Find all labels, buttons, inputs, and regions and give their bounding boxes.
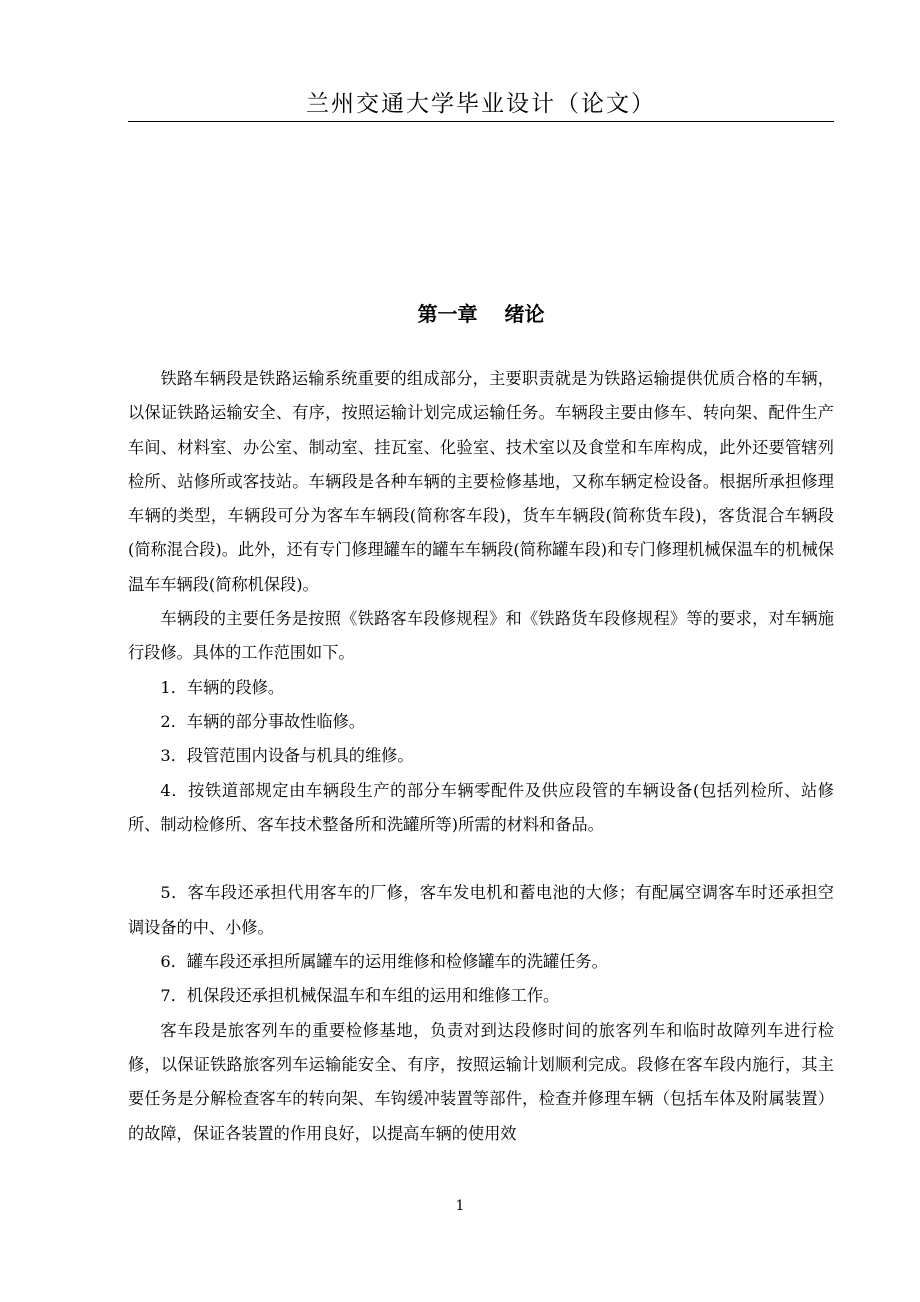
blank-line	[128, 842, 834, 876]
paragraph-intro: 铁路车辆段是铁路运输系统重要的组成部分，主要职责就是为铁路运输提供优质合格的车辆，以保证铁路运输安全、有序，按照运输计划完成运输任务。车辆段主要由修车、转向架、配件生产车间、材料室、办公室、制动室、挂瓦室、化验室、技术室以及食堂和车库构成，此外还要管辖列检所、站修所或客技站。车辆段是各种车辆的主要检修基地，又称车辆定检设备。根据所承担修理车辆的类型，车辆段可分为客车车辆段(简称客车段)，货车车辆段(简称货车段)，客货混合车辆段(简称混合段)。此外，还有专门修理罐车的罐车车辆段(简称罐车段)和专门修理机械保温车的机械保温车车辆段(简称机保段)。	[128, 369, 834, 594]
list-item-5: 5．客车段还承担代用客车的厂修，客车发电机和蓄电池的大修；有配属空调客车时还承担空调设备的中、小修。	[128, 883, 834, 937]
paragraph-passenger-depot: 客车段是旅客列车的重要检修基地，负责对到达段修时间的旅客列车和临时故障列车进行检修，以保证铁路旅客列车运输能安全、有序，按照运输计划顺利完成。段修在客车段内施行，其主要任务是分解检查客车的转向架、车钩缓冲装置等部件，检查并修理车辆（包括车体及附属装置）的故障，保证各装置的作用良好，以提高车辆的使用效	[128, 1020, 834, 1143]
body-text	[128, 362, 834, 1151]
list-item-4: 4．按铁道部规定由车辆段生产的部分车辆零配件及供应段管的车辆设备(包括列检所、站修所、制动检修所、客车技术整备所和洗罐所等)所需的材料和备品。	[128, 780, 834, 834]
list-item-1: 1．车辆的段修。	[160, 677, 285, 697]
list-item-3: 3．段管范围内设备与机具的维修。	[160, 746, 414, 766]
chapter-title: 第一章 绪论	[417, 302, 545, 326]
header-rule	[128, 121, 834, 122]
running-header-title: 兰州交通大学毕业设计（论文）	[306, 91, 656, 117]
list-item-7: 7．机保段还承担机械保温车和车组的运用和维修工作。	[160, 986, 560, 1006]
paragraph-tasks: 车辆段的主要任务是按照《铁路客车段修规程》和《铁路货车段修规程》等的要求，对车辆施行段修。具体的工作范围如下。	[128, 609, 834, 663]
page-number: 1	[455, 1198, 465, 1214]
list-item-2: 2．车辆的部分事故性临修。	[160, 711, 365, 731]
list-item-6: 6．罐车段还承担所属罐车的运用维修和检修罐车的洗罐任务。	[160, 952, 608, 972]
